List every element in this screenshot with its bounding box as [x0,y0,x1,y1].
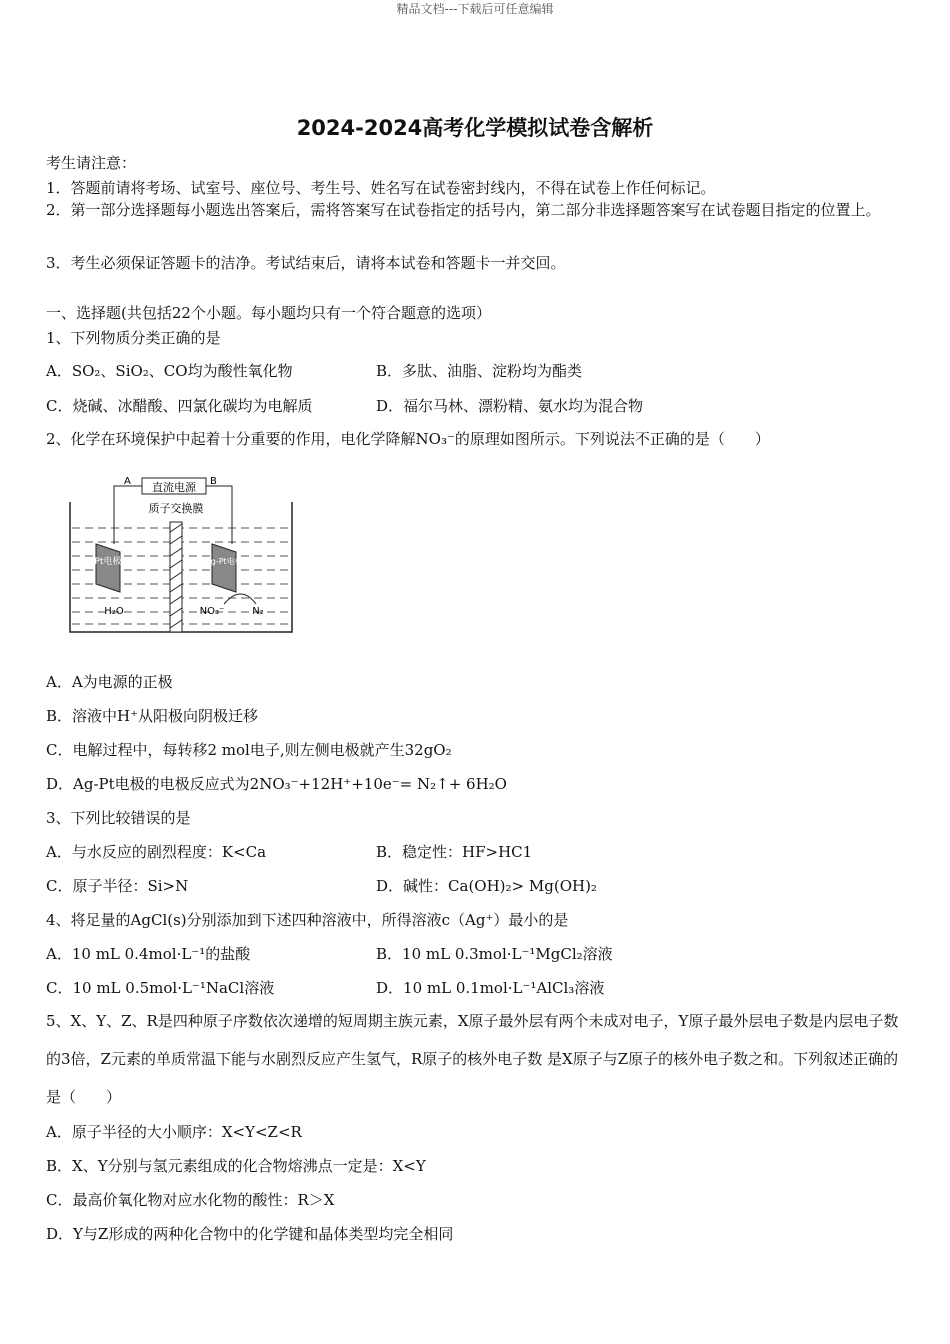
membrane-label: 质子交换膜 [148,502,204,515]
left-species-label: H₂O [104,606,124,617]
q3-stem: 3、下列比较错误的是 [46,809,191,827]
page-title: 2024-2024高考化学模拟试卷含解析 [296,116,654,140]
q5-stem: 5、X、Y、Z、R是四种原子序数依次递增的短周期主族元素，X原子最外层有两个未成对电子，Y原子最外层电子数是内层电子数的3倍，Z元素的单质常温下能与水剧烈反应产生氢气，R原子的核外电子数 是X原子与Z原子的核外电子数之和。下列叙述正确的是（ ） [46,1012,899,1106]
page-header: 精品文档---下载后可任意编辑 [396,2,554,16]
q5-option-c: C．最高价氧化物对应水化物的酸性：R＞X [46,1191,335,1209]
q4-stem: 4、将足量的AgCl(s)分别添加到下述四种溶液中，所得溶液c（Ag⁺）最小的是 [46,911,569,929]
q5-option-a: A．原子半径的大小顺序：X<Y<Z<R [46,1123,302,1141]
section-heading: 一、选择题(共包括22个小题。每小题均只有一个符合题意的选项） [46,304,491,322]
q2-option-c: C．电解过程中，每转移2 mol电子,则左侧电极就产生32gO₂ [46,741,452,759]
q3-option-c: C．原子半径：Si>N [46,877,189,895]
q4-option-a: A．10 mL 0.4mol·L⁻¹的盐酸 [46,945,251,963]
q1-option-d: D．福尔马林、漂粉精、氨水均为混合物 [376,397,644,415]
notice-item-3: 3．考生必须保证答题卡的洁净。考试结束后，请将本试卷和答题卡一并交回。 [46,254,566,272]
q3-option-d: D．碱性：Ca(OH)₂> Mg(OH)₂ [376,877,597,895]
q5-option-d: D．Y与Z形成的两种化合物中的化学键和晶体类型均完全相同 [46,1225,454,1243]
q1-option-a: A．SO₂、SiO₂、CO均为酸性氧化物 [46,362,293,380]
q4-option-d: D．10 mL 0.1mol·L⁻¹AlCl₃溶液 [376,979,605,997]
q3-option-a: A．与水反应的剧烈程度：K<Ca [46,843,267,861]
terminal-a-label: A [124,476,131,487]
left-electrode-label: Pt电极 [94,557,122,567]
terminal-b-label: B [210,476,217,487]
right-species-2-label: N₂ [252,606,264,617]
q4-option-b: B．10 mL 0.3mol·L⁻¹MgCl₂溶液 [376,945,613,963]
notice-heading: 考生请注意： [46,154,137,172]
q3-option-b: B．稳定性：HF>HC1 [376,843,533,861]
right-species-1-label: NO₃⁻ [199,606,225,617]
electrolysis-diagram [66,472,296,640]
q1-stem: 1、下列物质分类正确的是 [46,329,221,347]
right-electrode-label: Ag-Pt电极 [205,557,243,566]
q2-option-a: A．A为电源的正极 [46,673,173,691]
q5-option-b: B．X、Y分别与氢元素组成的化合物熔沸点一定是：X<Y [46,1157,426,1175]
q2-option-d: D．Ag-Pt电极的电极反应式为2NO₃⁻+12H⁺+10e⁻= N₂↑+ 6H₂O [46,775,507,793]
q4-option-c: C．10 mL 0.5mol·L⁻¹NaCl溶液 [46,979,275,997]
q2-option-b: B．溶液中H⁺从阳极向阴极迁移 [46,707,259,725]
notice-item-1: 1．答题前请将考场、试室号、座位号、考生号、姓名写在试卷密封线内，不得在试卷上作任何标记。 [46,179,716,197]
q1-option-c: C．烧碱、冰醋酸、四氯化碳均为电解质 [46,397,313,415]
notice-item-2: 2．第一部分选择题每小题选出答案后，需将答案写在试卷指定的括号内，第二部分非选择题答案写在试卷题目指定的位置上。 [46,201,881,219]
q2-stem: 2、化学在环境保护中起着十分重要的作用，电化学降解NO₃⁻的原理如图所示。下列说法不正确的是（ ） [46,430,770,448]
q1-option-b: B．多肽、油脂、淀粉均为酯类 [376,362,583,380]
power-label: 直流电源 [152,481,196,494]
